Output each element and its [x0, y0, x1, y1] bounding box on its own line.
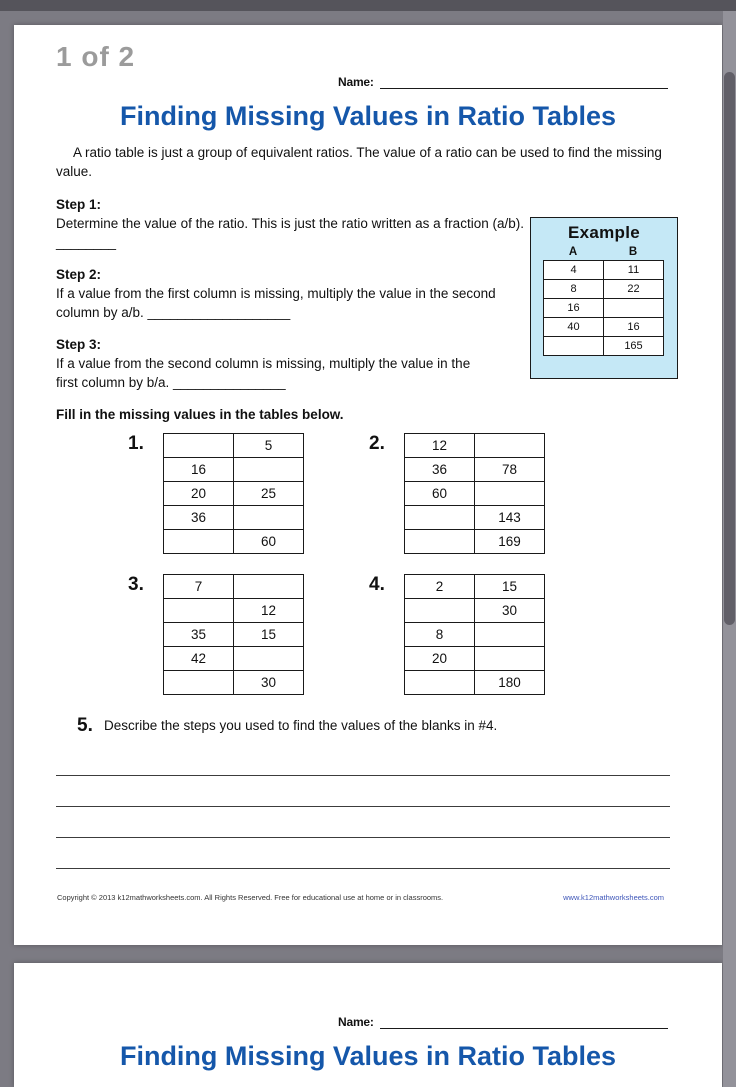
table-cell: [164, 434, 234, 458]
table-cell: [475, 623, 545, 647]
table-row: [544, 318, 664, 337]
table-cell: [164, 530, 234, 554]
table-cell: 11: [604, 261, 664, 280]
table-cell: 42: [164, 647, 234, 671]
name-label-page2: Name:: [338, 1015, 374, 1029]
table-cell: 15: [234, 623, 304, 647]
name-field-page2: [338, 1015, 668, 1029]
top-bar: [0, 0, 736, 11]
answer-line: [56, 807, 670, 838]
table-cell: [164, 671, 234, 695]
problem-4-number: 4.: [369, 574, 385, 595]
table-row: [405, 599, 545, 623]
copyright-text: Copyright © 2013 k12mathworksheets.com. All Rights Reserved. Free for educational use at home or in classrooms.: [57, 893, 444, 902]
problem-2-number: 2.: [369, 433, 385, 454]
table-row: [405, 482, 545, 506]
table-row: [405, 530, 545, 554]
table-row: [405, 671, 545, 695]
table-cell: [234, 458, 304, 482]
table-cell: [475, 434, 545, 458]
name-write-line-page2: [380, 1015, 668, 1029]
table-cell: [234, 506, 304, 530]
table-row: [164, 575, 304, 599]
table-cell: 180: [475, 671, 545, 695]
example-col-header-b: B: [628, 246, 638, 258]
table-cell: [164, 599, 234, 623]
table-cell: 165: [604, 337, 664, 356]
step-3-text: If a value from the second column is missing, multiply the value in the first column by b/a. _______________: [56, 356, 471, 390]
table-cell: [544, 337, 604, 356]
example-title: Example: [567, 223, 641, 242]
table-row: [164, 506, 304, 530]
problem-3-number: 3.: [128, 574, 144, 595]
table-cell: 16: [164, 458, 234, 482]
step-1: [56, 195, 524, 252]
question-5-number: 5.: [77, 715, 93, 736]
question-5: [56, 715, 680, 737]
scrollbar-thumb[interactable]: [724, 72, 735, 625]
problem-1-number: 1.: [128, 433, 144, 454]
step-1-label: Step 1:: [56, 197, 102, 212]
table-row: [164, 482, 304, 506]
table-row: [405, 623, 545, 647]
example-table: [543, 260, 664, 356]
table-cell: 40: [544, 318, 604, 337]
table-cell: [475, 482, 545, 506]
table-cell: 30: [475, 599, 545, 623]
name-label: Name:: [338, 75, 374, 89]
website-link[interactable]: www.k12mathworksheets.com: [563, 893, 664, 902]
page-footer: [57, 893, 664, 902]
instruction-text: Fill in the missing values in the tables below.: [56, 407, 344, 422]
problem-4: [369, 574, 545, 695]
page-indicator: 1 of 2: [56, 41, 136, 72]
problems-row-2: [56, 574, 680, 695]
table-cell: 7: [164, 575, 234, 599]
table-row: [164, 434, 304, 458]
table-cell: 4: [544, 261, 604, 280]
table-row: [405, 575, 545, 599]
table-cell: 36: [405, 458, 475, 482]
table-row: [164, 599, 304, 623]
table-row: [544, 261, 664, 280]
answer-line: [56, 776, 670, 807]
table-row: [405, 647, 545, 671]
table-cell: [405, 530, 475, 554]
worksheet-page-1: [14, 25, 722, 945]
table-row: [164, 671, 304, 695]
table-cell: 25: [234, 482, 304, 506]
answer-lines: [56, 745, 670, 869]
table-cell: [475, 647, 545, 671]
intro-paragraph: A ratio table is just a group of equivalent ratios. The value of a ratio can be used to find the missing value.: [56, 145, 662, 179]
example-box: [530, 217, 678, 379]
table-cell: 16: [604, 318, 664, 337]
step-2-label: Step 2:: [56, 267, 102, 282]
step-2: [56, 265, 524, 322]
step-1-text: Determine the value of the ratio. This is just the ratio written as a fraction (a/b). ________: [56, 216, 524, 250]
worksheet-page-2: [14, 963, 722, 1087]
table-row: [405, 434, 545, 458]
table-row: [544, 299, 664, 318]
question-5-text: Describe the steps you used to find the values of the blanks in #4.: [104, 718, 498, 733]
worksheet-title-page2: Finding Missing Values in Ratio Tables: [119, 1041, 617, 1071]
table-cell: [234, 575, 304, 599]
step-3: [56, 335, 524, 392]
table-cell: 20: [405, 647, 475, 671]
problem-3: [128, 574, 304, 695]
table-cell: 169: [475, 530, 545, 554]
table-cell: 2: [405, 575, 475, 599]
table-cell: 8: [405, 623, 475, 647]
table-row: [164, 458, 304, 482]
table-cell: 12: [234, 599, 304, 623]
table-row: [405, 458, 545, 482]
problem-4-table: [404, 574, 545, 695]
table-cell: 22: [604, 280, 664, 299]
table-cell: 8: [544, 280, 604, 299]
answer-line: [56, 745, 670, 776]
problem-2: [369, 433, 545, 554]
table-cell: [405, 671, 475, 695]
name-write-line: [380, 75, 668, 89]
table-row: [164, 530, 304, 554]
problem-3-table: [163, 574, 304, 695]
problems-row-1: [56, 433, 680, 554]
table-cell: 60: [405, 482, 475, 506]
table-row: [164, 623, 304, 647]
table-cell: 30: [234, 671, 304, 695]
step-3-label: Step 3:: [56, 337, 102, 352]
step-2-text: If a value from the first column is missing, multiply the value in the second column by a/b. ___________________: [56, 286, 496, 320]
problem-2-table: [404, 433, 545, 554]
scrollbar-track[interactable]: [723, 0, 736, 1087]
table-cell: 60: [234, 530, 304, 554]
table-cell: 20: [164, 482, 234, 506]
answer-line: [56, 838, 670, 869]
table-row: [544, 280, 664, 299]
table-cell: 143: [475, 506, 545, 530]
table-cell: 16: [544, 299, 604, 318]
problem-1-table: [163, 433, 304, 554]
table-cell: 12: [405, 434, 475, 458]
table-cell: 5: [234, 434, 304, 458]
problem-1: [128, 433, 304, 554]
table-cell: [234, 647, 304, 671]
table-cell: 15: [475, 575, 545, 599]
table-row: [405, 506, 545, 530]
example-column-headers: [543, 246, 677, 258]
table-cell: [405, 599, 475, 623]
table-row: [164, 647, 304, 671]
table-cell: [604, 299, 664, 318]
table-cell: 35: [164, 623, 234, 647]
name-field: [338, 75, 668, 89]
table-cell: 78: [475, 458, 545, 482]
table-cell: 36: [164, 506, 234, 530]
table-cell: [405, 506, 475, 530]
worksheet-title: Finding Missing Values in Ratio Tables: [119, 101, 617, 131]
example-col-header-a: A: [568, 246, 578, 258]
table-row: [544, 337, 664, 356]
